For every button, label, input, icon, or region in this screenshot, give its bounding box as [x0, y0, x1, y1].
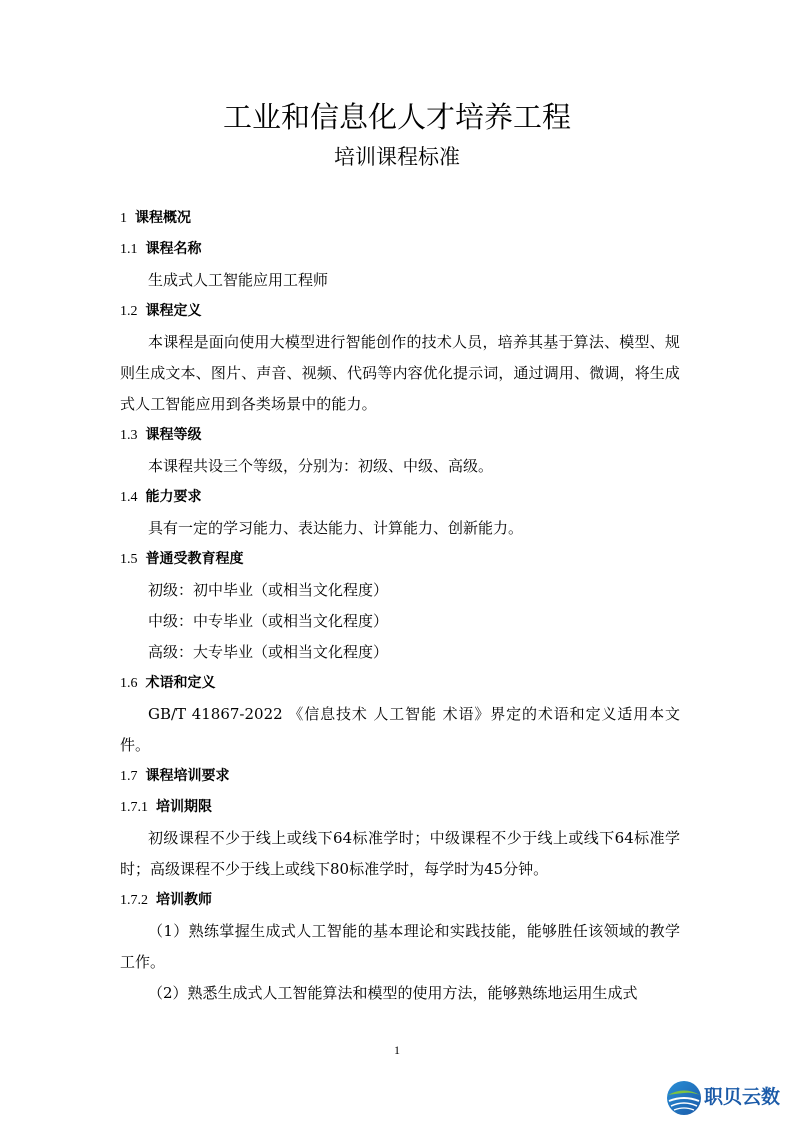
section-title: 课程等级	[145, 427, 202, 443]
section-number: 1.4	[120, 490, 138, 505]
section-title: 课程名称	[145, 241, 202, 257]
document-subtitle: 培训课程标准	[334, 145, 460, 169]
course-definition-text: 本课程是面向使用大模型进行智能创作的技术人员，培养其基于算法、模型、规则生成文本、图片、声音、视频、代码等内容优化提示词，通过调用、微调，将生成式人工智能应用到各类场景中的能力。	[120, 333, 680, 413]
section-title: 课程概况	[135, 210, 191, 226]
section-number: 1.1	[120, 242, 138, 257]
trainer-requirement-item-1: （1）熟练掌握生成式人工智能的基本理论和实践技能，能够胜任该领域的教学工作。	[120, 922, 680, 971]
document-title: 工业和信息化人才培养工程	[222, 100, 571, 134]
section-heading-1-4	[120, 482, 680, 513]
section-number: 1.7	[120, 769, 138, 784]
section-heading-1	[120, 203, 680, 234]
education-level-primary: 初级：初中毕业（或相当文化程度）	[148, 581, 389, 599]
section-title: 课程培训要求	[145, 768, 230, 784]
page-number: 1	[394, 1043, 400, 1057]
section-heading-1-7-2	[120, 885, 680, 916]
brand-logo	[664, 1078, 792, 1118]
section-number: 1.6	[120, 676, 138, 691]
section-number: 1.7.2	[120, 893, 148, 908]
section-number: 1.2	[120, 304, 138, 319]
section-heading-1-1	[120, 234, 680, 265]
training-period-text: 初级课程不少于线上或线下64标准学时；中级课程不少于线上或线下64标准学时；高级课程不少于线上或线下80标准学时，每学时为45分钟。	[120, 829, 680, 878]
section-number: 1	[120, 211, 127, 226]
education-level-intermediate: 中级：中专毕业（或相当文化程度）	[148, 612, 389, 630]
section-title: 培训教师	[156, 892, 212, 908]
section-heading-1-7	[120, 761, 680, 792]
document-body	[120, 203, 680, 1009]
course-name-text: 生成式人工智能应用工程师	[148, 271, 329, 289]
section-title: 术语和定义	[145, 675, 216, 691]
section-heading-1-5	[120, 544, 680, 575]
section-heading-1-6	[120, 668, 680, 699]
section-title: 普通受教育程度	[145, 551, 244, 567]
section-heading-1-2	[120, 296, 680, 327]
logo-text: 职贝云数	[704, 1086, 781, 1108]
section-number: 1.3	[120, 428, 138, 443]
section-number: 1.5	[120, 552, 138, 567]
terms-definition-text: GB/T 41867-2022 《信息技术 人工智能 术语》界定的术语和定义适用本文件。	[120, 705, 680, 754]
section-title: 培训期限	[156, 799, 212, 815]
logo-globe-icon	[664, 1078, 704, 1118]
ability-requirement-text: 具有一定的学习能力、表达能力、计算能力、创新能力。	[148, 519, 524, 537]
trainer-requirement-item-2: （2）熟悉生成式人工智能算法和模型的使用方法，能够熟练地运用生成式	[148, 984, 638, 1002]
course-level-text: 本课程共设三个等级，分别为：初级、中级、高级。	[148, 457, 494, 475]
section-title: 能力要求	[145, 489, 202, 505]
section-heading-1-7-1	[120, 792, 680, 823]
section-title: 课程定义	[145, 303, 202, 319]
section-heading-1-3	[120, 420, 680, 451]
education-level-advanced: 高级：大专毕业（或相当文化程度）	[148, 643, 389, 661]
section-number: 1.7.1	[120, 800, 148, 815]
